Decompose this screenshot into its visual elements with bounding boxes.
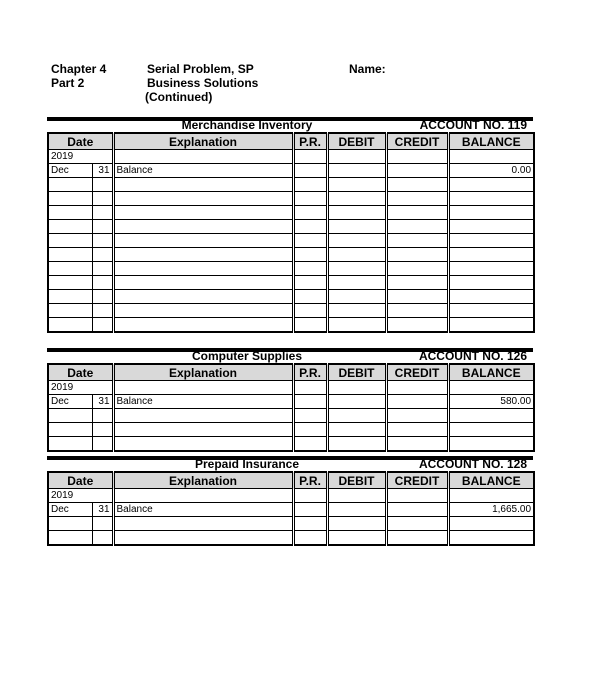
balance-cell[interactable]: 580.00 xyxy=(448,395,534,409)
debit-cell[interactable] xyxy=(327,220,386,234)
balance-cell[interactable] xyxy=(448,206,534,220)
month-cell[interactable] xyxy=(48,517,92,531)
account-number: ACCOUNT NO. 128 xyxy=(418,457,527,471)
pr-cell[interactable] xyxy=(293,178,327,192)
pr-cell[interactable] xyxy=(293,409,327,423)
balance-cell[interactable] xyxy=(448,290,534,304)
credit-cell[interactable] xyxy=(386,276,448,290)
debit-column-header: DEBIT xyxy=(327,364,386,381)
explanation-cell[interactable] xyxy=(113,234,293,248)
explanation-cell[interactable] xyxy=(113,423,293,437)
credit-column-header: CREDIT xyxy=(386,472,448,489)
balance-cell[interactable] xyxy=(448,531,534,546)
day-cell[interactable]: 31 xyxy=(92,164,113,178)
ledger-header-row xyxy=(48,133,534,150)
balance-cell[interactable] xyxy=(448,220,534,234)
ledger-merchandise-inventory xyxy=(47,117,533,333)
debit-cell[interactable] xyxy=(327,192,386,206)
pr-cell[interactable] xyxy=(293,531,327,546)
ledger-row xyxy=(48,503,534,517)
explanation-cell[interactable] xyxy=(113,437,293,452)
credit-cell[interactable] xyxy=(386,409,448,423)
debit-cell[interactable] xyxy=(327,517,386,531)
ledger-title-row xyxy=(47,349,533,363)
day-cell[interactable] xyxy=(92,437,113,452)
debit-cell[interactable] xyxy=(327,318,386,333)
month-cell[interactable] xyxy=(48,234,92,248)
pr-cell[interactable] xyxy=(293,318,327,333)
ledger-header-row xyxy=(48,472,534,489)
year-cell: 2019 xyxy=(48,489,113,503)
day-cell[interactable] xyxy=(92,290,113,304)
explanation-cell[interactable]: Balance xyxy=(113,164,293,178)
ledger-row xyxy=(48,437,534,452)
pr-column-header: P.R. xyxy=(293,364,327,381)
balance-cell[interactable] xyxy=(448,517,534,531)
pr-cell[interactable] xyxy=(293,234,327,248)
date-column-header: Date xyxy=(48,472,113,489)
date-column-header: Date xyxy=(48,133,113,150)
credit-cell[interactable] xyxy=(386,395,448,409)
explanation-cell[interactable] xyxy=(113,409,293,423)
debit-cell[interactable] xyxy=(327,206,386,220)
day-cell[interactable] xyxy=(92,206,113,220)
ledger-row xyxy=(48,290,534,304)
credit-column-header: CREDIT xyxy=(386,364,448,381)
credit-cell[interactable] xyxy=(386,220,448,234)
day-cell[interactable] xyxy=(92,531,113,546)
day-cell[interactable] xyxy=(92,409,113,423)
explanation-cell[interactable] xyxy=(113,531,293,546)
pr-cell[interactable] xyxy=(293,517,327,531)
credit-cell[interactable] xyxy=(386,234,448,248)
debit-cell[interactable] xyxy=(327,276,386,290)
ledger-title-row xyxy=(47,457,533,471)
balance-cell[interactable] xyxy=(448,423,534,437)
debit-cell[interactable] xyxy=(327,178,386,192)
balance-cell[interactable] xyxy=(448,276,534,290)
month-cell[interactable] xyxy=(48,318,92,333)
credit-column-header: CREDIT xyxy=(386,133,448,150)
balance-cell[interactable]: 0.00 xyxy=(448,164,534,178)
balance-cell[interactable] xyxy=(448,318,534,333)
ledger-header-row xyxy=(48,364,534,381)
ledger-table xyxy=(47,363,535,452)
month-cell[interactable] xyxy=(48,262,92,276)
date-column-header: Date xyxy=(48,364,113,381)
explanation-column-header: Explanation xyxy=(113,472,293,489)
credit-cell[interactable] xyxy=(386,262,448,276)
credit-cell[interactable] xyxy=(386,531,448,546)
month-cell[interactable] xyxy=(48,206,92,220)
credit-cell[interactable] xyxy=(386,381,448,395)
credit-cell[interactable] xyxy=(386,206,448,220)
ledger-row xyxy=(48,409,534,423)
debit-cell[interactable] xyxy=(327,304,386,318)
debit-cell[interactable] xyxy=(327,437,386,452)
ledger-row xyxy=(48,262,534,276)
month-cell[interactable]: Dec xyxy=(48,164,92,178)
balance-column-header: BALANCE xyxy=(448,133,534,150)
balance-cell[interactable]: 1,665.00 xyxy=(448,503,534,517)
day-cell[interactable] xyxy=(92,423,113,437)
month-cell[interactable] xyxy=(48,248,92,262)
month-cell[interactable] xyxy=(48,276,92,290)
day-cell[interactable] xyxy=(92,192,113,206)
day-cell[interactable] xyxy=(92,248,113,262)
ledger-row xyxy=(48,234,534,248)
credit-cell[interactable] xyxy=(386,437,448,452)
ledger-title-row xyxy=(47,118,533,132)
account-name: Prepaid Insurance xyxy=(194,457,300,471)
explanation-cell[interactable] xyxy=(113,192,293,206)
pr-cell[interactable] xyxy=(293,290,327,304)
pr-cell[interactable] xyxy=(293,276,327,290)
balance-cell[interactable] xyxy=(448,381,534,395)
explanation-cell[interactable]: Balance xyxy=(113,503,293,517)
continued-label: (Continued) xyxy=(145,90,213,104)
balance-cell[interactable] xyxy=(448,234,534,248)
explanation-cell[interactable] xyxy=(113,248,293,262)
explanation-cell[interactable] xyxy=(113,206,293,220)
ledger-table xyxy=(47,471,535,546)
pr-cell[interactable] xyxy=(293,192,327,206)
pr-cell[interactable] xyxy=(293,262,327,276)
balance-column-header: BALANCE xyxy=(448,364,534,381)
credit-cell[interactable] xyxy=(386,150,448,164)
debit-column-header: DEBIT xyxy=(327,133,386,150)
credit-cell[interactable] xyxy=(386,178,448,192)
explanation-cell[interactable] xyxy=(113,381,293,395)
explanation-cell[interactable] xyxy=(113,262,293,276)
balance-column-header: BALANCE xyxy=(448,472,534,489)
debit-cell[interactable] xyxy=(327,423,386,437)
credit-cell[interactable] xyxy=(386,290,448,304)
credit-cell[interactable] xyxy=(386,318,448,333)
credit-cell[interactable] xyxy=(386,164,448,178)
month-cell[interactable] xyxy=(48,423,92,437)
explanation-cell[interactable] xyxy=(113,517,293,531)
month-cell[interactable] xyxy=(48,409,92,423)
debit-cell[interactable] xyxy=(327,234,386,248)
day-cell[interactable]: 31 xyxy=(92,395,113,409)
day-cell[interactable] xyxy=(92,178,113,192)
explanation-cell[interactable] xyxy=(113,150,293,164)
debit-cell[interactable] xyxy=(327,531,386,546)
pr-cell[interactable] xyxy=(293,395,327,409)
pr-cell[interactable] xyxy=(293,150,327,164)
balance-cell[interactable] xyxy=(448,248,534,262)
balance-cell[interactable] xyxy=(448,489,534,503)
pr-cell[interactable] xyxy=(293,437,327,452)
month-cell[interactable] xyxy=(48,178,92,192)
day-cell[interactable] xyxy=(92,276,113,290)
debit-cell[interactable] xyxy=(327,150,386,164)
explanation-cell[interactable] xyxy=(113,178,293,192)
month-cell[interactable]: Dec xyxy=(48,503,92,517)
pr-cell[interactable] xyxy=(293,220,327,234)
month-cell[interactable] xyxy=(48,290,92,304)
pr-column-header: P.R. xyxy=(293,133,327,150)
pr-cell[interactable] xyxy=(293,206,327,220)
ledger-row xyxy=(48,220,534,234)
pr-cell[interactable] xyxy=(293,381,327,395)
ledger-row xyxy=(48,517,534,531)
debit-cell[interactable] xyxy=(327,290,386,304)
explanation-column-header: Explanation xyxy=(113,364,293,381)
balance-cell[interactable] xyxy=(448,192,534,206)
name-label: Name: xyxy=(349,62,386,76)
credit-cell[interactable] xyxy=(386,423,448,437)
day-cell[interactable] xyxy=(92,517,113,531)
ledger-row xyxy=(48,248,534,262)
debit-cell[interactable] xyxy=(327,503,386,517)
explanation-cell[interactable] xyxy=(113,318,293,333)
debit-cell[interactable] xyxy=(327,262,386,276)
ledger-row xyxy=(48,276,534,290)
ledger-row xyxy=(48,178,534,192)
ledger-prepaid-insurance xyxy=(47,456,533,546)
month-cell[interactable] xyxy=(48,531,92,546)
ledger-computer-supplies xyxy=(47,348,533,452)
day-cell[interactable] xyxy=(92,220,113,234)
pr-cell[interactable] xyxy=(293,164,327,178)
month-cell[interactable]: Dec xyxy=(48,395,92,409)
year-row xyxy=(48,150,534,164)
explanation-cell[interactable] xyxy=(113,304,293,318)
year-cell: 2019 xyxy=(48,150,113,164)
pr-column-header: P.R. xyxy=(293,472,327,489)
account-number: ACCOUNT NO. 119 xyxy=(419,118,527,132)
ledger-row xyxy=(48,318,534,333)
pr-cell[interactable] xyxy=(293,248,327,262)
explanation-cell[interactable]: Balance xyxy=(113,395,293,409)
debit-cell[interactable] xyxy=(327,409,386,423)
ledger-row xyxy=(48,423,534,437)
month-cell[interactable] xyxy=(48,220,92,234)
account-name: Merchandise Inventory xyxy=(181,118,313,132)
balance-cell[interactable] xyxy=(448,304,534,318)
balance-cell[interactable] xyxy=(448,437,534,452)
ledger-row xyxy=(48,206,534,220)
part-label: Part 2 xyxy=(51,76,85,90)
credit-cell[interactable] xyxy=(386,192,448,206)
debit-cell[interactable] xyxy=(327,489,386,503)
day-cell[interactable]: 31 xyxy=(92,503,113,517)
balance-cell[interactable] xyxy=(448,409,534,423)
credit-cell[interactable] xyxy=(386,489,448,503)
ledger-row xyxy=(48,395,534,409)
debit-cell[interactable] xyxy=(327,248,386,262)
problem-title: Serial Problem, SP xyxy=(147,62,254,76)
pr-cell[interactable] xyxy=(293,489,327,503)
chapter-label: Chapter 4 xyxy=(51,62,107,76)
year-cell: 2019 xyxy=(48,381,113,395)
pr-cell[interactable] xyxy=(293,423,327,437)
day-cell[interactable] xyxy=(92,234,113,248)
ledger-row xyxy=(48,164,534,178)
company-name: Business Solutions xyxy=(147,76,259,90)
explanation-cell[interactable] xyxy=(113,220,293,234)
balance-cell[interactable] xyxy=(448,150,534,164)
ledger-row xyxy=(48,531,534,546)
credit-cell[interactable] xyxy=(386,517,448,531)
ledger-table xyxy=(47,132,535,333)
balance-cell[interactable] xyxy=(448,178,534,192)
debit-cell[interactable] xyxy=(327,381,386,395)
explanation-cell[interactable] xyxy=(113,276,293,290)
month-cell[interactable] xyxy=(48,437,92,452)
year-row xyxy=(48,381,534,395)
debit-column-header: DEBIT xyxy=(327,472,386,489)
balance-cell[interactable] xyxy=(448,262,534,276)
month-cell[interactable] xyxy=(48,304,92,318)
explanation-cell[interactable] xyxy=(113,290,293,304)
ledger-row xyxy=(48,304,534,318)
debit-cell[interactable] xyxy=(327,164,386,178)
month-cell[interactable] xyxy=(48,192,92,206)
debit-cell[interactable] xyxy=(327,395,386,409)
credit-cell[interactable] xyxy=(386,503,448,517)
ledger-row xyxy=(48,192,534,206)
day-cell[interactable] xyxy=(92,318,113,333)
explanation-column-header: Explanation xyxy=(113,133,293,150)
credit-cell[interactable] xyxy=(386,304,448,318)
pr-cell[interactable] xyxy=(293,304,327,318)
account-number: ACCOUNT NO. 126 xyxy=(418,349,527,363)
pr-cell[interactable] xyxy=(293,503,327,517)
account-name: Computer Supplies xyxy=(191,349,302,363)
credit-cell[interactable] xyxy=(386,248,448,262)
day-cell[interactable] xyxy=(92,304,113,318)
year-row xyxy=(48,489,534,503)
day-cell[interactable] xyxy=(92,262,113,276)
explanation-cell[interactable] xyxy=(113,489,293,503)
